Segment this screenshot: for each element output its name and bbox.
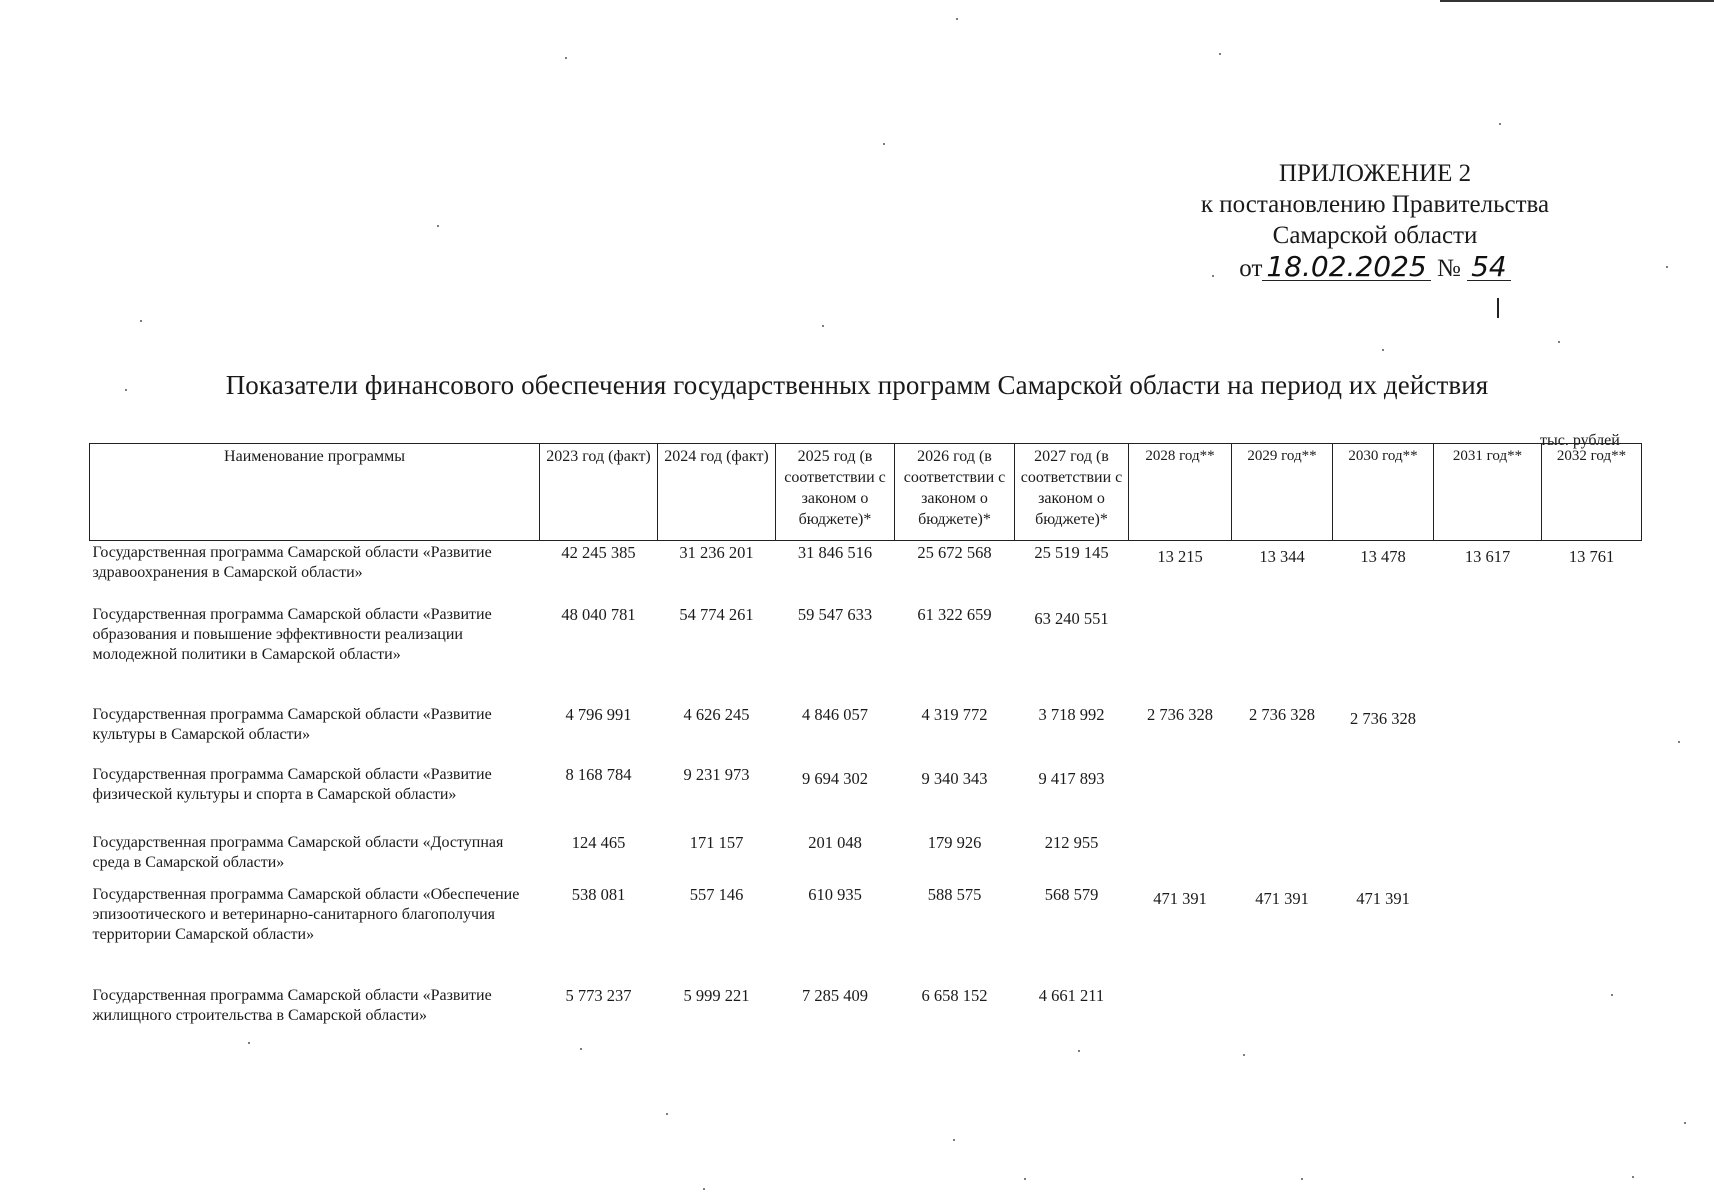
scan-speck <box>822 325 824 327</box>
appendix-date-line <box>1150 250 1600 284</box>
value-2029 <box>1232 603 1333 703</box>
scan-speck <box>666 1113 668 1115</box>
value-2026: 4 319 772 <box>921 705 988 724</box>
value-2032 <box>1542 883 1642 984</box>
scan-speck <box>1024 1178 1026 1180</box>
header-2027: 2027 год (в соответствии с законом о бюджете)* <box>1015 444 1129 541</box>
scan-speck <box>1499 123 1501 125</box>
scan-speck <box>956 18 958 20</box>
value-2031 <box>1434 603 1542 703</box>
value-2023: 48 040 781 <box>561 605 636 624</box>
value-2027: 4 661 211 <box>1038 986 1105 1005</box>
value-2031 <box>1434 831 1542 883</box>
header-2023: 2023 год (факт) <box>540 444 658 541</box>
value-2028: 471 391 <box>1153 889 1207 908</box>
value-2023: 538 081 <box>571 885 626 904</box>
value-2025: 59 547 633 <box>797 605 873 624</box>
scan-speck <box>437 225 439 227</box>
table-row <box>90 883 1642 984</box>
value-2031 <box>1434 763 1542 831</box>
value-2024: 557 146 <box>689 885 744 904</box>
value-2025: 9 694 302 <box>802 769 868 788</box>
appendix-title: ПРИЛОЖЕНИЕ 2 <box>1278 160 1472 187</box>
value-2025: 201 048 <box>808 833 862 852</box>
table-row <box>90 831 1642 883</box>
value-2026: 25 672 568 <box>917 543 992 562</box>
stray-tick-mark <box>1497 298 1499 318</box>
value-2025: 31 846 516 <box>797 543 873 562</box>
value-2023: 42 245 385 <box>561 543 636 562</box>
value-2024: 5 999 221 <box>683 986 750 1005</box>
units-label: тыс. рублей <box>1540 432 1620 449</box>
program-name: Государственная программа Самарской области «Развитие здравоохранения в Самарской области» <box>92 544 492 581</box>
value-2023: 4 796 991 <box>565 705 632 724</box>
scan-speck <box>1382 349 1384 351</box>
value-2026: 61 322 659 <box>917 605 992 624</box>
top-edge-line <box>1440 0 1714 2</box>
program-name: Государственная программа Самарской области «Развитие культуры в Самарской области» <box>92 706 492 743</box>
scan-speck <box>1301 1178 1303 1180</box>
scan-speck <box>1243 1054 1245 1056</box>
table-row <box>90 603 1642 703</box>
value-2030 <box>1333 603 1434 703</box>
value-2024: 31 236 201 <box>679 543 754 562</box>
header-2025: 2025 год (в соответствии с законом о бюджете)* <box>776 444 895 541</box>
value-2028: 2 736 328 <box>1147 705 1213 724</box>
value-2028 <box>1129 984 1232 1026</box>
scan-speck <box>1632 1176 1634 1178</box>
value-2024: 171 157 <box>689 833 744 852</box>
scan-speck <box>140 320 142 322</box>
header-2024: 2024 год (факт) <box>658 444 776 541</box>
value-2024: 4 626 245 <box>683 705 750 724</box>
program-name: Государственная программа Самарской области «Развитие образования и повышение эффективности реализации молодежной политики в Самарской области» <box>92 606 492 663</box>
value-2030: 2 736 328 <box>1350 709 1416 728</box>
value-2027: 212 955 <box>1044 833 1099 852</box>
scan-speck <box>1684 1122 1686 1124</box>
document-title: Показатели финансового обеспечения государственных программ Самарской области на период их действия <box>225 370 1489 400</box>
financing-table <box>89 443 1642 1026</box>
scan-speck <box>703 1188 705 1190</box>
header-2028: 2028 год** <box>1129 444 1232 541</box>
value-2030: 471 391 <box>1356 889 1410 908</box>
scan-speck <box>883 143 885 145</box>
header-program-name: Наименование программы <box>90 444 540 541</box>
value-2030: 13 478 <box>1360 547 1406 566</box>
value-2029 <box>1232 831 1333 883</box>
value-2023: 5 773 237 <box>565 986 632 1005</box>
value-2029: 471 391 <box>1255 889 1309 908</box>
header-2029: 2029 год** <box>1232 444 1333 541</box>
number-prefix: № <box>1436 255 1461 282</box>
table-row <box>90 984 1642 1026</box>
table-row <box>90 703 1642 763</box>
value-2028 <box>1129 603 1232 703</box>
value-2026: 588 575 <box>927 885 982 904</box>
value-2032: 13 761 <box>1568 547 1615 566</box>
date-prefix: от <box>1239 255 1263 282</box>
value-2030 <box>1333 831 1434 883</box>
scan-speck <box>248 1042 250 1044</box>
scan-speck <box>1558 341 1560 343</box>
value-2028: 13 215 <box>1157 547 1203 566</box>
scan-speck <box>565 57 567 59</box>
program-name: Государственная программа Самарской области «Развитие физической культуры и спорта в Самарской области» <box>92 766 492 803</box>
program-name: Государственная программа Самарской области «Доступная среда в Самарской области» <box>92 834 504 871</box>
appendix-line-2: Самарской области <box>1272 222 1478 249</box>
appendix-block <box>1150 158 1600 284</box>
value-2030 <box>1333 763 1434 831</box>
value-2025: 610 935 <box>808 885 862 904</box>
value-2027: 568 579 <box>1044 885 1099 904</box>
value-2031 <box>1434 984 1542 1026</box>
scan-speck <box>1219 53 1221 55</box>
value-2029 <box>1232 984 1333 1026</box>
program-name: Государственная программа Самарской области «Развитие жилищного строительства в Самарской области» <box>92 987 492 1024</box>
value-2023: 124 465 <box>571 833 626 852</box>
scan-speck <box>1678 741 1680 743</box>
value-2027: 25 519 145 <box>1034 543 1109 562</box>
value-2023: 8 168 784 <box>565 765 632 784</box>
handwritten-date: 18.02.2025 <box>1262 254 1430 281</box>
value-2031 <box>1434 883 1542 984</box>
table-header-row <box>90 444 1642 541</box>
scan-speck <box>1611 994 1613 996</box>
table-row <box>90 763 1642 831</box>
value-2032 <box>1542 984 1642 1026</box>
scan-speck <box>953 1139 955 1141</box>
header-2031: 2031 год** <box>1434 444 1542 541</box>
value-2026: 9 340 343 <box>921 769 988 788</box>
value-2032 <box>1542 603 1642 703</box>
table-row <box>90 541 1642 604</box>
header-2032: 2032 год** <box>1542 444 1642 541</box>
value-2025: 7 285 409 <box>802 986 868 1005</box>
value-2031 <box>1434 703 1542 763</box>
value-2027: 3 718 992 <box>1038 705 1105 724</box>
header-2030: 2030 год** <box>1333 444 1434 541</box>
handwritten-number: 54 <box>1467 254 1511 281</box>
value-2031: 13 617 <box>1464 547 1511 566</box>
value-2025: 4 846 057 <box>802 705 868 724</box>
scan-speck <box>125 389 127 391</box>
value-2027: 63 240 551 <box>1034 609 1109 628</box>
value-2029: 2 736 328 <box>1249 705 1315 724</box>
value-2026: 6 658 152 <box>921 986 988 1005</box>
value-2024: 54 774 261 <box>679 605 754 624</box>
value-2032 <box>1542 703 1642 763</box>
header-2026: 2026 год (в соответствии с законом о бюджете)* <box>895 444 1015 541</box>
value-2024: 9 231 973 <box>683 765 750 784</box>
scan-speck <box>1666 266 1668 268</box>
value-2032 <box>1542 831 1642 883</box>
value-2030 <box>1333 984 1434 1026</box>
value-2027: 9 417 893 <box>1038 769 1105 788</box>
scan-speck <box>1078 1050 1080 1052</box>
value-2032 <box>1542 763 1642 831</box>
value-2029 <box>1232 763 1333 831</box>
value-2029: 13 344 <box>1259 547 1305 566</box>
value-2028 <box>1129 763 1232 831</box>
value-2026: 179 926 <box>927 833 982 852</box>
program-name: Государственная программа Самарской области «Обеспечение эпизоотического и ветеринарно-санитарного благополучия территории Самарской области» <box>92 886 520 943</box>
value-2028 <box>1129 831 1232 883</box>
appendix-line-1: к постановлению Правительства <box>1200 191 1550 218</box>
scan-speck <box>1212 275 1214 277</box>
scan-speck <box>580 1048 582 1050</box>
